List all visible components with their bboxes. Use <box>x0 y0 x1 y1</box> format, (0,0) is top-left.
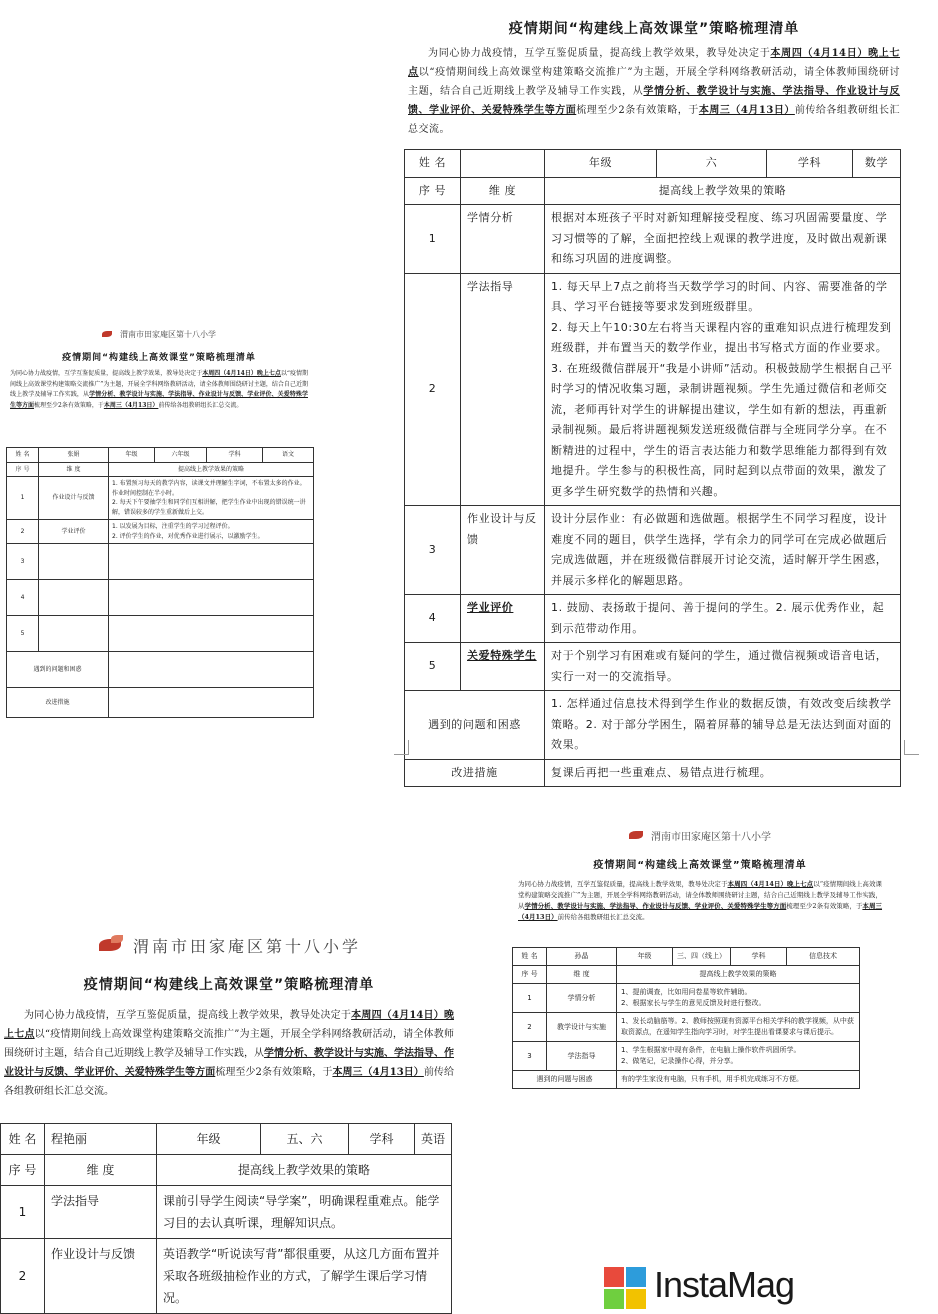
intro-text: 以“疫情期间线上高效课堂构建策略交流推广”为主题，开展全学科网络教研活动，请全体教师围绕研讨主题，结合自己近期线上教学及辅导工作实践，从 <box>4 1029 454 1059</box>
dimension-header: 维 度 <box>547 966 617 984</box>
table-row <box>513 1071 860 1089</box>
row-strategy <box>109 616 314 652</box>
subject-label: 学科 <box>349 1124 415 1155</box>
intro-emphasis: 本周四（4月14日）晚上七点 <box>727 880 814 888</box>
row-no: 1 <box>513 984 547 1013</box>
table-row <box>1 1239 452 1314</box>
table-row <box>1 1124 452 1155</box>
row-strategy: 设计分层作业：有必做题和选做题。根据学生不同学习程度，设计难度不同的题目，供学生选择，学有余力的同学可在完成必做题后完成选做题，并在班级微信群展开讨论交流，适时解开学生困惑，并展示多样化的解题思路。 <box>545 506 901 595</box>
intro-text: 前传给各组教研组长汇总交流。 <box>557 913 649 921</box>
doc-intro <box>0 369 318 411</box>
intro-text: 以“疫情期间线上高效课堂构建策略交流推广”为主题，开展全学科网络教研活动，请全体教师围绕研讨主题，结合自己近期线上教学及辅导工作实践，从 <box>518 880 882 910</box>
problems-text <box>109 652 314 688</box>
row-strategy: 1. 布置预习每天的教学内容，读课文并理解生字词，不布置太多的作业。作业时间控制在半小时。 2. 每天下午要抽学生和同学们互相讲解，把学生作业中出现的错误统一讲解，错误较多的学生重新做后上交。 <box>109 477 314 520</box>
intro-text: 梳理至少2条有效策略，于 <box>215 1067 333 1078</box>
doc-english-grade5-6 <box>0 930 458 1309</box>
table-row <box>405 177 901 205</box>
intro-emphasis: 本周三（4月13日） <box>518 902 883 921</box>
grade-label: 年级 <box>157 1124 261 1155</box>
strategy-header: 提高线上教学效果的策略 <box>617 966 860 984</box>
row-no: 3 <box>405 506 461 595</box>
table-row <box>7 652 314 688</box>
row-no: 2 <box>405 273 461 506</box>
problems-label: 遇到的问题和困惑 <box>7 652 109 688</box>
table-row <box>7 544 314 580</box>
strategy-table <box>6 447 314 718</box>
dimension-header: 维 度 <box>461 177 545 205</box>
row-no: 2 <box>1 1239 45 1314</box>
strategy-header: 提高线上教学效果的策略 <box>545 177 901 205</box>
doc-chinese-grade6 <box>0 326 318 766</box>
measures-label: 改进措施 <box>405 759 545 787</box>
leaf-logo-icon <box>97 935 127 955</box>
intro-emphasis: 学情分析、教学设计与实施、学法指导、作业设计与反馈、学业评价、关爱特殊学生等方面 <box>408 86 901 116</box>
row-dimension: 学情分析 <box>547 984 617 1013</box>
table-row <box>513 966 860 984</box>
subject-value: 数学 <box>853 150 901 178</box>
dimension-header: 维 度 <box>39 462 109 477</box>
row-strategy: 1. 以发展为目标，注重学生的学习过程评价。 2. 评价学生的作业，对优秀作业进行展示，以激励学生。 <box>109 520 314 544</box>
row-strategy <box>109 580 314 616</box>
table-row <box>405 205 901 274</box>
name-value: 孙晶 <box>547 948 617 966</box>
page-corner-mark <box>904 740 919 755</box>
intro-emphasis: 学情分析、教学设计与实施、学法指导、作业设计与反馈、学业评价、关爱特殊学生等方面 <box>524 902 787 910</box>
subject-value: 英语 <box>415 1124 452 1155</box>
school-logo <box>512 824 888 846</box>
instamag-watermark <box>604 1263 804 1309</box>
row-dimension: 学法指导 <box>45 1186 157 1239</box>
row-strategy: 1. 每天早上7点之前将当天数学学习的时间、内容、需要准备的学具、学习平台链接等要求发到班级群里。 2. 每天上午10:30左右将当天课程内容的重难知识点进行梳理发到班级群，并布置当天的数学作业，提出书写格式方面的作业要求。 3. 在班级微信群展开“我是小讲师”活动。积极鼓励学生根据自己平时学习的情况收集习题，录制讲题视频。学生先通过微信和老师交流，老师再针对学生的讲解提出建议，学生如有新的想法，再重新录制视频。最后将讲题视频发送班级微信群与全班同学分享。在不断精进的过程中，学生的语言表达能力和数学思维能力都得到有效地提升。学生参与的积极性高，同时起到以点带面的效果，激发了更多学生研究数学的热情和兴趣。 <box>545 273 901 506</box>
table-row <box>405 506 901 595</box>
table-row <box>7 520 314 544</box>
table-row <box>513 984 860 1013</box>
intro-emphasis: 本周三（4月13日） <box>103 401 159 409</box>
intro-text: 前传给各组教研组长汇总交流。 <box>4 1067 454 1097</box>
intro-text: 前传给各组教研组长汇总交流。 <box>158 401 243 409</box>
row-strategy: 1、发长动脑筋等。2、教师按照现有资源平台相关学科的教学视频，从中获取资源点，在遥知学生指向学习时，对学生提出看课要求与课后提示。 <box>617 1013 860 1042</box>
row-strategy: 英语教学“听说读写背”都很重要，从这几方面布置并采取各班级抽检作业的方式，了解学生课后学习情况。 <box>157 1239 452 1314</box>
table-row <box>405 759 901 787</box>
table-row <box>405 691 901 760</box>
intro-emphasis: 本周四（4月14日）晚上七点 <box>408 48 901 78</box>
row-no: 1 <box>7 477 39 520</box>
grade-label: 年级 <box>109 448 155 463</box>
row-no: 5 <box>7 616 39 652</box>
row-dimension: 教学设计与实施 <box>547 1013 617 1042</box>
name-value <box>461 150 545 178</box>
row-dimension: 学业评价 <box>39 520 109 544</box>
strategy-table <box>404 149 901 787</box>
row-strategy: 课前引导学生阅读“导学案”，明确课程重难点。能学习目的去认真听课，理解知识点。 <box>157 1186 452 1239</box>
table-row <box>7 616 314 652</box>
instamag-logo-icon <box>604 1267 646 1309</box>
row-strategy: 根据对本班孩子平时对新知理解接受程度、练习巩固需要量度、学习习惯等的了解，全面把控线上观课的教学进度，及时做出观新课和练习巩固的进度调整。 <box>545 205 901 274</box>
row-dimension: 作业设计与反馈 <box>39 477 109 520</box>
subject-value: 语文 <box>263 448 314 463</box>
row-dimension <box>39 616 109 652</box>
intro-text: 以“疫情期间线上高效课堂构建策略交流推广”为主题，开展全学科网络教研活动，请全体教师围绕研讨主题，结合自己近期线上教学及辅导工作实践，从 <box>408 67 900 97</box>
no-header: 序 号 <box>405 177 461 205</box>
grade-label: 年级 <box>617 948 673 966</box>
measures-text <box>109 688 314 718</box>
dimension-header: 维 度 <box>45 1155 157 1186</box>
problems-label: 遇到的问题和困惑 <box>405 691 545 760</box>
intro-emphasis: 学情分析、教学设计与实施、学法指导、作业设计与反馈、学业评价、关爱特殊学生等方面 <box>10 391 308 409</box>
grade-label: 年级 <box>545 150 657 178</box>
intro-text: 前传给各组教研组长汇总交流。 <box>408 105 901 135</box>
row-no: 1 <box>1 1186 45 1239</box>
strategy-table <box>512 947 860 1089</box>
table-row <box>405 150 901 178</box>
page-corner-mark <box>394 740 409 755</box>
problems-text: 1. 怎样通过信息技术得到学生作业的数据反馈，有效改变后续教学策略。2. 对于部分学困生，隔着屏幕的辅导总是无法达到面对面的效果。 <box>545 691 901 760</box>
problems-label: 遇到的问题与困惑 <box>513 1071 617 1089</box>
intro-text: 为同心协力战疫情，互学互鉴促质量，提高线上教学效果，教导处决定于 <box>428 48 771 59</box>
table-row <box>513 1013 860 1042</box>
no-header: 序 号 <box>513 966 547 984</box>
problems-text: 有的学生家没有电脑，只有手机，用手机完成练习不方便。 <box>617 1071 860 1089</box>
intro-emphasis: 本周三（4月13日） <box>698 105 795 116</box>
no-header: 序 号 <box>1 1155 45 1186</box>
table-row <box>7 688 314 718</box>
no-header: 序 号 <box>7 462 39 477</box>
school-name: 渭南市田家庵区第十八小学 <box>132 936 361 956</box>
leaf-logo-icon <box>102 329 116 339</box>
row-dimension: 作业设计与反馈 <box>45 1239 157 1314</box>
subject-label: 学科 <box>731 948 787 966</box>
row-strategy: 对于个别学习有困难或有疑问的学生，通过微信视频或语音电话，实行一对一的交流指导。 <box>545 643 901 691</box>
doc-it-grade3-4 <box>512 824 888 1184</box>
table-row <box>405 643 901 691</box>
row-dimension <box>39 580 109 616</box>
name-label: 姓 名 <box>1 1124 45 1155</box>
doc-title: 疫情期间“构建线上高效课堂”策略梳理清单 <box>593 860 807 871</box>
row-no: 3 <box>7 544 39 580</box>
grade-value: 六 <box>657 150 767 178</box>
row-no: 3 <box>513 1042 547 1071</box>
row-strategy <box>109 544 314 580</box>
doc-intro <box>398 44 910 139</box>
row-no: 4 <box>405 595 461 643</box>
grade-value: 六年级 <box>155 448 207 463</box>
intro-emphasis: 本周三（4月13日） <box>332 1067 424 1078</box>
row-dimension: 学情分析 <box>461 205 545 274</box>
leaf-logo-icon <box>629 828 647 842</box>
row-strategy: 1. 鼓励、表扬敢于提问、善于提问的学生。2. 展示优秀作业，起到示范带动作用。 <box>545 595 901 643</box>
doc-intro <box>0 1006 458 1101</box>
table-row <box>1 1186 452 1239</box>
school-name: 渭南市田家庵区第十八小学 <box>120 329 216 339</box>
name-label: 姓 名 <box>7 448 39 463</box>
row-dimension: 学法指导 <box>461 273 545 506</box>
table-row <box>7 580 314 616</box>
grade-value: 三、四（线上） <box>673 948 731 966</box>
table-row <box>7 448 314 463</box>
doc-title: 疫情期间“构建线上高效课堂”策略梳理清单 <box>62 353 256 363</box>
table-row <box>405 273 901 506</box>
row-dimension: 学业评价 <box>461 595 545 643</box>
intro-emphasis: 学情分析、教学设计与实施、学法指导、作业设计与反馈、学业评价、关爱特殊学生等方面 <box>4 1048 454 1078</box>
row-no: 2 <box>7 520 39 544</box>
intro-text: 以“疫情期间线上高效课堂构建策略交流推广”为主题，开展全学科网络教研活动，请全体教师围绕研讨主题，结合自己近期线上教学及辅导工作实践，从 <box>10 370 308 398</box>
grade-value: 五、六 <box>261 1124 349 1155</box>
name-value: 张娟 <box>39 448 109 463</box>
name-value: 程艳丽 <box>45 1124 157 1155</box>
row-strategy: 1、学生根据家中现有条件，在电脑上操作软件巩固所学。 2、做笔记，记录操作心得，并分享。 <box>617 1042 860 1071</box>
doc-title: 疫情期间“构建线上高效课堂”策略梳理清单 <box>83 977 375 993</box>
table-row <box>513 1042 860 1071</box>
table-row <box>405 595 901 643</box>
row-dimension: 学法指导 <box>547 1042 617 1071</box>
name-label: 姓 名 <box>513 948 547 966</box>
strategy-header: 提高线上教学效果的策略 <box>109 462 314 477</box>
row-no: 2 <box>513 1013 547 1042</box>
intro-text: 梳理至少2条有效策略，于 <box>576 105 699 116</box>
doc-intro <box>512 879 888 923</box>
intro-text: 梳理至少2条有效策略，于 <box>786 902 863 910</box>
doc-title: 疫情期间“构建线上高效课堂”策略梳理清单 <box>508 21 800 37</box>
row-strategy: 1、提前调查，比如用问卷星等软件辅助。 2、根据家长与学生的意见反馈及时进行整改。 <box>617 984 860 1013</box>
row-no: 1 <box>405 205 461 274</box>
table-row <box>1 1155 452 1186</box>
intro-emphasis: 本周四（4月14日）晚上七点 <box>202 370 281 377</box>
strategy-header: 提高线上教学效果的策略 <box>157 1155 452 1186</box>
row-no: 4 <box>7 580 39 616</box>
subject-label: 学科 <box>207 448 263 463</box>
measures-text: 复课后再把一些重难点、易错点进行梳理。 <box>545 759 901 787</box>
school-logo <box>0 326 318 342</box>
row-dimension: 关爱特殊学生 <box>461 643 545 691</box>
table-row <box>513 948 860 966</box>
intro-text: 为同心协力战疫情，互学互鉴促质量，提高线上教学效果，教导处决定于 <box>518 880 728 888</box>
subject-label: 学科 <box>767 150 853 178</box>
intro-text: 为同心协力战疫情，互学互鉴促质量，提高线上教学效果，教导处决定于 <box>24 1010 352 1021</box>
instamag-brand: InstaMag <box>654 1264 795 1305</box>
subject-value: 信息技术 <box>787 948 860 966</box>
school-logo <box>0 930 458 960</box>
strategy-table <box>0 1123 452 1314</box>
row-dimension: 作业设计与反馈 <box>461 506 545 595</box>
name-label: 姓 名 <box>405 150 461 178</box>
table-row <box>7 462 314 477</box>
row-dimension <box>39 544 109 580</box>
school-name: 渭南市田家庵区第十八小学 <box>651 831 771 843</box>
measures-label: 改进措施 <box>7 688 109 718</box>
row-no: 5 <box>405 643 461 691</box>
table-row <box>7 477 314 520</box>
doc-math-grade6 <box>398 14 910 779</box>
intro-text: 为同心协力战疫情，互学互鉴促质量，提高线上教学效果，教导处决定于 <box>10 370 203 377</box>
intro-text: 梳理至少2条有效策略，于 <box>34 401 104 409</box>
intro-emphasis: 本周四（4月14日）晚上七点 <box>4 1010 455 1040</box>
